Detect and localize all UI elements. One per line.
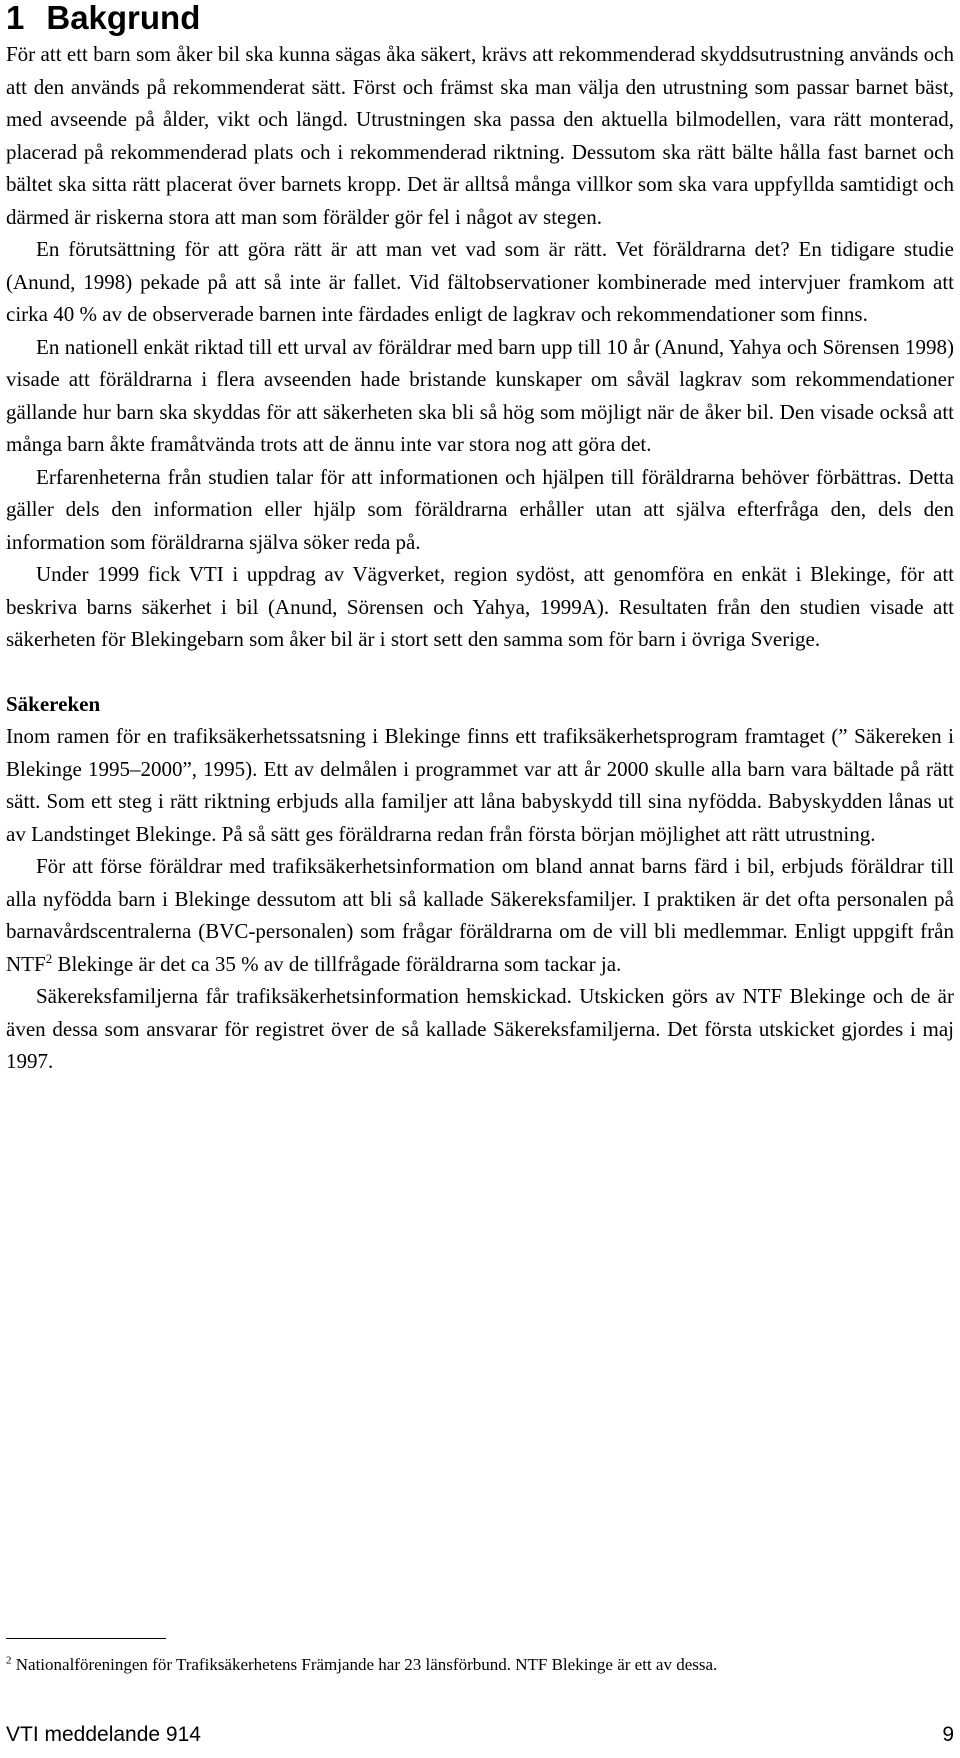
paragraph-text: Blekinge är det ca 35 % av de tillfrågade föräldrarna som tackar ja. bbox=[52, 951, 622, 976]
footnote-text: Nationalföreningen för Trafiksäkerhetens Främjande har 23 länsförbund. NTF Blekinge är ett av dessa. bbox=[11, 1655, 718, 1674]
paragraph-text: För att förse föräldrar med trafiksäkerhetsinformation om bland annat barns färd i bil, erbjuds föräldrar till alla nyfödda barn i Blekinge dessutom att bli så kallade Säkereksfamiljer. I praktiken är det ofta personalen på barnavårdscentralerna (BVC-personalen) som frågar föräldrarna om de vill bli medlemmar. Enligt uppgift från NTF bbox=[6, 854, 954, 976]
chapter-number: 1 bbox=[6, 0, 25, 36]
footnote-reference[interactable]: 2 bbox=[45, 950, 53, 966]
page-footer bbox=[6, 1722, 954, 1748]
publication-name: VTI meddelande 914 bbox=[6, 1723, 201, 1746]
footnote bbox=[6, 1652, 954, 1678]
section-heading: Säkereken bbox=[6, 691, 101, 716]
paragraph: Säkereksfamiljerna får trafiksäkerhetsinformation hemskickad. Utskicken görs av NTF Blekinge och de är även dessa som ansvarar för registret över de så kallade Säkereksfamiljerna. Det första utskicket gjordes i maj 1997. bbox=[6, 984, 954, 1073]
chapter-title: Bakgrund bbox=[46, 0, 201, 36]
paragraph: Inom ramen för en trafiksäkerhetssatsning i Blekinge finns ett trafiksäkerhetsprogram framtaget (” Säkereken i Blekinge 1995–2000”, 1995). Ett av delmålen i programmet var att år 2000 skulle alla barn vara bältade på rätt sätt. Som ett steg i rätt riktning erbjuds alla familjer att låna babyskydd till sina nyfödda. Babyskydden lånas ut av Landstinget Blekinge. På så sätt ges föräldrarna redan från första början möjlighet att rätt utrustning. bbox=[6, 724, 954, 846]
paragraph: För att ett barn som åker bil ska kunna sägas åka säkert, krävs att rekommenderad skyddsutrustning används och att den används på rekommenderat sätt. Först och främst ska man välja den utrustning som passar barnet bäst, med avseende på ålder, vikt och längd. Utrustningen ska passa den aktuella bilmodellen, vara rätt monterad, placerad på rekommenderad plats och i rekommenderad riktning. Dessutom ska rätt bälte hålla fast barnet och bältet ska sitta rätt placerat över barnets kropp. Det är alltså många villkor som ska vara uppfyllda samtidigt och därmed är riskerna stora att man som förälder gör fel i något av stegen. bbox=[6, 42, 954, 229]
body-text bbox=[6, 38, 954, 1078]
footnote-marker: 2 bbox=[6, 1654, 12, 1667]
paragraph: En förutsättning för att göra rätt är att man vet vad som är rätt. Vet föräldrarna det? En tidigare studie (Anund, 1998) pekade på att så inte är fallet. Vid fältobservationer kombinerade med intervjuer framkom att cirka 40 % av de observerade barnen inte färdades enligt de lagkrav och rekommendationer som finns. bbox=[6, 237, 954, 326]
paragraph bbox=[6, 850, 954, 980]
paragraph: Erfarenheterna från studien talar för att informationen och hjälpen till föräldrarna behöver förbättras. Detta gäller dels den information eller hjälp som föräldrarna erhåller utan att själva efterfråga den, dels den information som föräldrarna själva söker reda på. bbox=[6, 464, 954, 554]
paragraph: En nationell enkät riktad till ett urval av föräldrar med barn upp till 10 år (Anund, Yahya och Sörensen 1998) visade att föräldrarna i flera avseenden hade bristande kunskaper om såväl lagkrav som rekommendationer gällande hur barn ska skyddas för att säkerheten ska bli så hög som möjligt när de åker bil. Den visade också att många barn åkte framåtvända trots att de ännu inte var stora nog att göra det. bbox=[6, 334, 954, 456]
chapter-heading bbox=[6, 0, 200, 36]
paragraph: Under 1999 fick VTI i uppdrag av Vägverket, region sydöst, att genomföra en enkät i Blekinge, för att beskriva barns säkerhet i bil (Anund, Sörensen och Yahya, 1999A). Resultaten från den studien visade att säkerheten för Blekingebarn som åker bil är i stort sett den samma som för barn i övriga Sverige. bbox=[6, 562, 954, 651]
footnote-divider bbox=[6, 1638, 166, 1639]
page-number: 9 bbox=[942, 1723, 954, 1746]
